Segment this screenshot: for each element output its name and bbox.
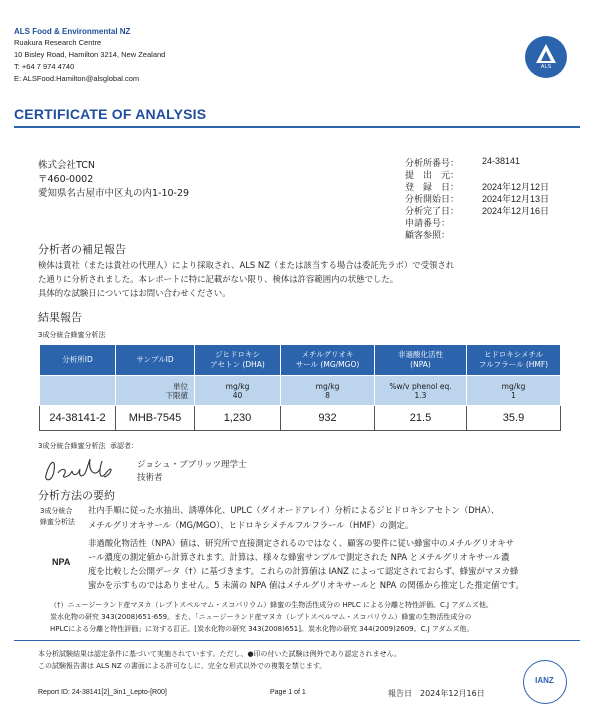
meta-value: 2024年12月12日 [482,182,550,192]
method-desc-line: 社内手順に従った水抽出、誘導体化、UPLC（ダイオードアレイ）分析によるジヒドロキシアセトン（DHA）、 [88,505,500,515]
meta-label: 分析所番号： [405,159,460,169]
approver-label: 承認者： [110,442,138,450]
cell-dha: 1,230 [195,406,281,431]
npa-desc-line: ール濃度の測定値から計算されます。計算は、様々な蜂蜜サンプルで測定された NPA とメチルグリオキサール濃 [88,552,510,562]
client-address: 愛知県名古屋市中区丸の内1-10-29 [38,188,190,199]
methods-title: 分析方法の要約 [38,489,115,502]
results-table [39,344,561,431]
unit-row [40,376,561,406]
cell-sample-id: MHB-7545 [116,406,195,431]
meta-label: 登 録 日： [405,183,460,193]
approver-role: 技術者 [137,473,163,483]
limit-label: 下限値 [165,390,188,400]
reference-line: （†）ニュージーランド産マヌカ（レプトスペルマム・スコパリウム）蜂蜜の生物活性成分の HPLC による分離と特性評価。C.J アダムズ他。 [50,601,493,609]
meta-label: 分析開始日： [405,195,460,205]
unit-value: mg/kg [501,381,526,391]
table-row [40,406,561,431]
footer-note: この試験報告書は ALS NZ の書面による許可なしに、完全な形式以外での複製を禁じます。 [38,662,327,670]
cell-npa: 21.5 [375,406,467,431]
als-logo-icon [525,36,567,78]
meta-value: 2024年12月16日 [482,206,550,216]
phone-line: T: +64 7 974 4740 [14,62,75,71]
limit-value: 8 [325,390,330,400]
address-line: 10 Bisley Road, Hamilton 3214, New Zealand [14,50,166,59]
address-line: Ruakura Research Centre [14,38,102,47]
meta-value: 24-38141 [482,156,521,166]
npa-desc-line: 度を比較した公開データ（†）に基づきます。これらの計算値は IANZ によって認定されておらず、蜂蜜がマヌカ蜂 [88,566,519,576]
unit-cell [281,376,375,406]
col-header-lab-id: 分析所ID [40,345,116,376]
unit-value: mg/kg [315,381,340,391]
results-method-label: 3成分統合蜂蜜分析法 [38,331,106,339]
method-label: 3成分統合 [40,507,73,515]
unit-limit-label [116,376,195,406]
meta-value: 2024年12月13日 [482,194,550,204]
col-header-dha: ジヒドロキシ アセトン (DHA) [195,345,281,376]
col-header-sample-id: サンプルID [116,345,195,376]
meta-label: 申請番号： [405,219,451,229]
method-label: 蜂蜜分析法 [40,518,75,526]
footer-divider [14,640,580,641]
approver-name: ジョシュ・ブブリッツ理学士 [137,460,247,470]
col-header-mgo: メチルグリオキ サール (MG/MGO) [281,345,375,376]
supplement-line: た通りに分析されました。本レポートに特に記載がない限り、検体は許容範囲内の状態でした。 [38,274,399,284]
approval-method: 3成分統合蜂蜜分析法 [38,442,106,450]
logo-text: ALS [540,64,552,70]
meta-label: 顧客参照： [405,231,451,241]
reference-line: 炭水化物の研究 343(2008)651-659。また、「ニュージーランド産マヌカ（レプトスペルマム・スコパリウム）蜂蜜の生物活性成分の [50,613,472,621]
limit-value: 40 [232,390,243,400]
unit-cell [375,376,467,406]
col-header-hmf: ヒドロキシメチル フルフラール (HMF) [467,345,561,376]
reference-line: HPLCによる分離と特性評価」に対する訂正。[炭水化物の研究 343(2008)651]。炭水化物の研究 344(2009)2609。C.J アダムズ他。 [50,625,474,633]
unit-label: 単位 [173,381,188,391]
unit-cell [467,376,561,406]
unit-cell [195,376,281,406]
signature [40,451,130,489]
client-postal: 〒460-0002 [38,174,94,185]
title-divider [14,126,580,128]
limit-value: 1 [511,390,516,400]
supplement-title: 分析者の補足報告 [38,243,126,256]
cell-hmf: 35.9 [467,406,561,431]
unit-value: %w/v phenol eq. [389,381,452,391]
npa-desc-line: 非過酸化物活性（NPA）値は、研究所で直接測定されるのではなく、顧客の要件に従い蜂蜜中のメチルグリオキサ [88,538,515,548]
unit-spacer [40,376,116,406]
cell-mgo: 932 [281,406,375,431]
company-name: ALS Food & Environmental NZ [14,27,131,36]
badge-text: IANZ [535,676,554,685]
page-number: Page 1 of 1 [270,689,306,696]
certificate-title: CERTIFICATE OF ANALYSIS [14,106,207,122]
npa-label: NPA [52,557,71,567]
method-desc-line: メチルグリオキサール（MG/MGO）、ヒドロキシメチルフルフラール（HMF）の測定。 [88,520,414,530]
results-title: 結果報告 [38,311,82,324]
cell-lab-id: 24-38141-2 [40,406,116,431]
meta-label: 提 出 元： [405,171,460,181]
ianz-accreditation-icon [523,660,567,704]
supplement-line: 検体は貴社（または貴社の代理人）により採取され、ALS NZ（または該当する場合は委託先ラボ）で受領され [38,260,455,270]
unit-value: mg/kg [225,381,250,391]
report-date: 報告日 2024年12月16日 [388,689,485,698]
report-id: Report ID: 24-38141[2]_3in1_Lepto-[R00] [38,689,167,696]
limit-value: 1.3 [414,390,427,400]
client-name: 株式会社TCN [38,160,95,171]
table-header-row [40,345,561,376]
supplement-line: 具体的な試験日についてはお問い合わせください。 [38,288,231,298]
email-line: E: ALSFood.Hamilton@alsglobal.com [14,74,140,83]
npa-desc-line: 蜜かを示すものではありません。5 未満の NPA 値はメチルグリオキサールと NPA の関係から推定した推定値です。 [88,580,524,590]
footer-note: 本分析試験結果は認定条件に基づいて実施されています。ただし、●印の付いた試験は例外であり認定されません。 [38,650,401,658]
col-header-npa: 非過酸化活性 (NPA) [375,345,467,376]
meta-label: 分析完了日： [405,207,460,217]
